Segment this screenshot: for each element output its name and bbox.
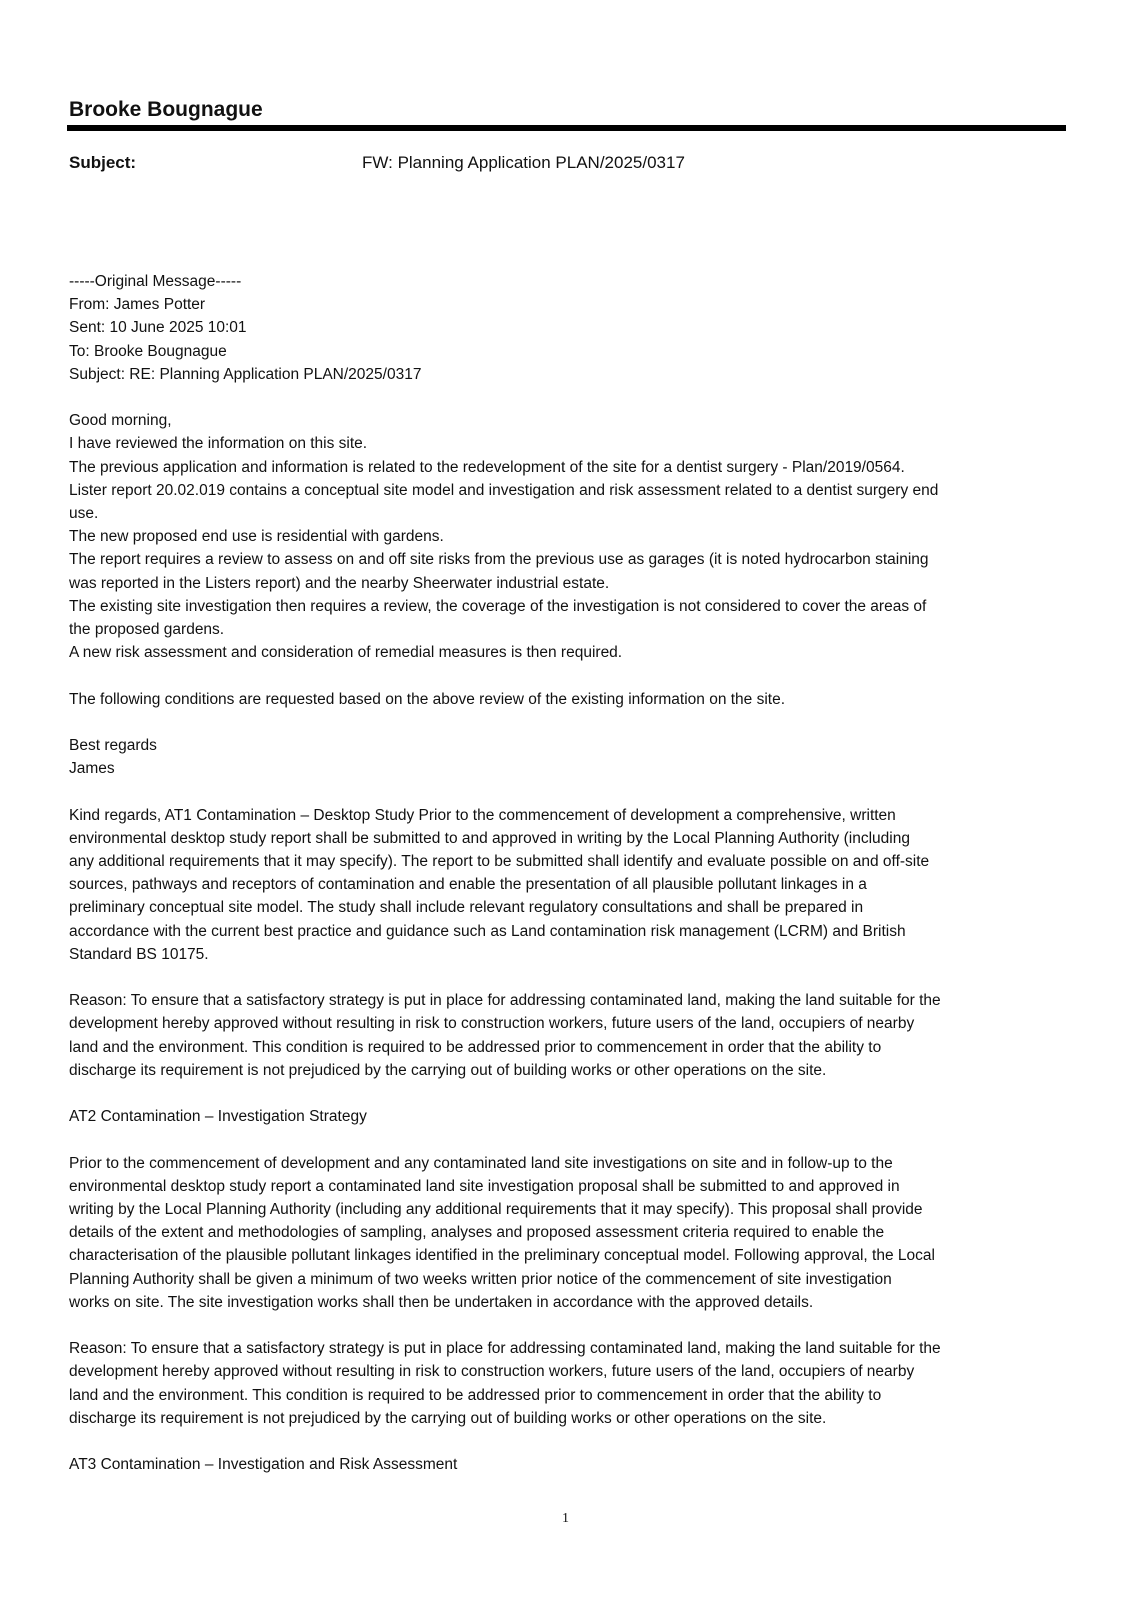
subject-label: Subject: <box>69 153 137 172</box>
body-line: Prior to the commencement of development and any contaminated land site investigations on site and in follow-up to the <box>69 1154 893 1172</box>
body-line: environmental desktop study report shall be submitted to and approved in writing by the Local Planning Authority (including <box>69 829 910 847</box>
body-line: To: Brooke Bougnague <box>69 342 227 360</box>
body-line <box>69 1082 1069 1105</box>
body-line <box>69 386 1069 409</box>
body-line <box>69 1314 1069 1337</box>
body-line: Reason: To ensure that a satisfactory strategy is put in place for addressing contaminated land, making the land suitable for the <box>69 1340 941 1358</box>
body-line: environmental desktop study report a contaminated land site investigation proposal shall be submitted to and approved in <box>69 1177 900 1195</box>
body-line: accordance with the current best practice and guidance such as Land contamination risk management (LCRM) and British <box>69 922 906 940</box>
body-line: use. <box>69 505 99 523</box>
body-line: From: James Potter <box>69 296 206 314</box>
body-line: The report requires a review to assess on and off site risks from the previous use as garages (it is noted hydrocarbon staining <box>69 551 929 569</box>
body-line: The existing site investigation then requires a review, the coverage of the investigation is not considered to cover the areas of <box>69 597 927 615</box>
header-divider <box>67 125 1066 131</box>
body-line: characterisation of the plausible pollutant linkages identified in the preliminary conceptual model. Following approval, the Local <box>69 1247 935 1265</box>
body-line: Subject: RE: Planning Application PLAN/2025/0317 <box>69 365 422 383</box>
body-line: land and the environment. This condition is required to be addressed prior to commencement in order that the ability to <box>69 1038 882 1056</box>
body-line: The previous application and information is related to the redevelopment of the site for a dentist surgery - Plan/2019/0564. <box>69 458 905 476</box>
body-line: details of the extent and methodologies of sampling, analyses and proposed assessment criteria required to enable the <box>69 1224 885 1242</box>
body-line: works on site. The site investigation works shall then be undertaken in accordance with the approved details. <box>69 1293 814 1311</box>
body-line: Lister report 20.02.019 contains a conceptual site model and investigation and risk assessment related to a dentist surgery end <box>69 481 939 499</box>
body-line <box>69 780 1069 803</box>
body-line: The following conditions are requested based on the above review of the existing information on the site. <box>69 690 786 708</box>
body-line: I have reviewed the information on this site. <box>69 435 368 453</box>
body-line: Standard BS 10175. <box>69 945 209 963</box>
body-line: Best regards <box>69 737 157 755</box>
body-line: Kind regards, AT1 Contamination – Desktop Study Prior to the commencement of development a comprehensive, written <box>69 806 896 824</box>
page-number: 1 <box>562 1511 569 1526</box>
body-line: the proposed gardens. <box>69 621 225 639</box>
body-line: preliminary conceptual site model. The study shall include relevant regulatory consultations and shall be prepared in <box>69 899 864 917</box>
body-line: AT2 Contamination – Investigation Strategy <box>69 1108 367 1126</box>
body-line: land and the environment. This condition is required to be addressed prior to commencement in order that the ability to <box>69 1386 882 1404</box>
body-line: -----Original Message----- <box>69 273 242 290</box>
body-line <box>69 1430 1069 1453</box>
body-line: Reason: To ensure that a satisfactory strategy is put in place for addressing contaminated land, making the land suitable for the <box>69 992 941 1010</box>
sender-name: Brooke Bougnague <box>69 98 263 121</box>
body-line <box>69 1128 1069 1151</box>
body-line: development hereby approved without resulting in risk to construction workers, future users of the land, occupiers of nearby <box>69 1363 915 1381</box>
email-body <box>69 270 1069 1476</box>
body-line: any additional requirements that it may specify). The report to be submitted shall identify and evaluate possible on and off-site <box>69 853 930 871</box>
body-line: James <box>69 760 115 778</box>
body-line: Planning Authority shall be given a minimum of two weeks written prior notice of the commencement of site investigation <box>69 1270 892 1288</box>
body-line: Good morning, <box>69 412 172 430</box>
body-line: discharge its requirement is not prejudiced by the carrying out of building works or other operations on the site. <box>69 1061 827 1079</box>
body-line <box>69 966 1069 989</box>
body-line: discharge its requirement is not prejudiced by the carrying out of building works or other operations on the site. <box>69 1409 827 1427</box>
subject-value: FW: Planning Application PLAN/2025/0317 <box>362 153 685 172</box>
body-line <box>69 664 1069 687</box>
body-line: writing by the Local Planning Authority (including any additional requirements that it may specify). This proposal shall provide <box>69 1201 923 1219</box>
body-line: Sent: 10 June 2025 10:01 <box>69 319 247 337</box>
body-line: development hereby approved without resulting in risk to construction workers, future users of the land, occupiers of nearby <box>69 1015 915 1033</box>
body-line <box>69 711 1069 734</box>
body-line: was reported in the Listers report) and the nearby Sheerwater industrial estate. <box>69 574 610 592</box>
body-line: AT3 Contamination – Investigation and Risk Assessment <box>69 1456 458 1474</box>
body-line: sources, pathways and receptors of contamination and enable the presentation of all plausible pollutant linkages in a <box>69 876 867 894</box>
body-line: A new risk assessment and consideration of remedial measures is then required. <box>69 644 623 662</box>
body-line: The new proposed end use is residential with gardens. <box>69 528 444 546</box>
